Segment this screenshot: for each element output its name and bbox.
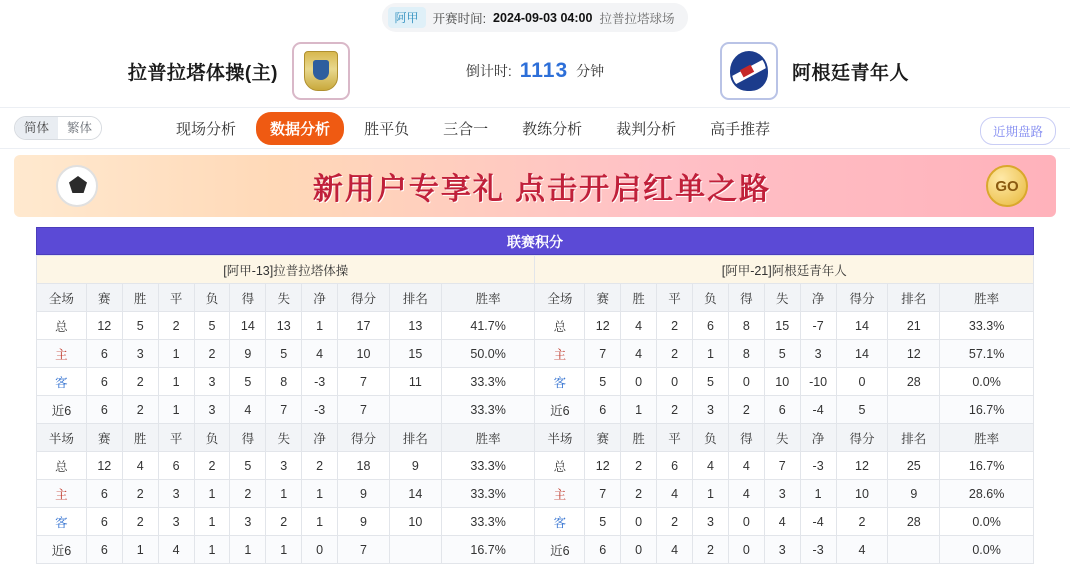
col-points-half-away: 得分 [836, 424, 888, 452]
tab-referee-analysis[interactable]: 裁判分析 [616, 120, 677, 138]
cell: 12 [585, 452, 621, 480]
cell: 33.3% [441, 452, 535, 480]
row-label: 近6 [535, 536, 585, 564]
tab-win-draw-loss[interactable]: 胜平负 [364, 120, 410, 138]
cell: 1 [158, 396, 194, 424]
home-team-table-header: [阿甲-13]拉普拉塔体操 [37, 256, 535, 284]
cell: 7 [764, 452, 800, 480]
cell: 2 [266, 508, 302, 536]
cell: 7 [266, 396, 302, 424]
cell: 16.7% [441, 536, 535, 564]
cell: 9 [230, 340, 266, 368]
cell: 28.6% [940, 480, 1034, 508]
cell: 33.3% [940, 312, 1034, 340]
col-goals-for-half-home: 得 [230, 424, 266, 452]
cell: 1 [194, 480, 230, 508]
col-goal-diff-half-home: 净 [302, 424, 338, 452]
cell: 2 [657, 508, 693, 536]
cell: 2 [158, 312, 194, 340]
col-scope-full-home: 全场 [37, 284, 87, 312]
cell: 5 [230, 368, 266, 396]
cell: 1 [122, 536, 158, 564]
cell: 1 [158, 340, 194, 368]
cell: 13 [389, 312, 441, 340]
cell: -3 [302, 368, 338, 396]
col-loss-half-away: 负 [692, 424, 728, 452]
cell: 7 [338, 536, 390, 564]
table-row [37, 536, 1034, 564]
cell: 33.3% [441, 480, 535, 508]
cell: -10 [800, 368, 836, 396]
cell: -4 [800, 396, 836, 424]
row-label: 近6 [37, 396, 87, 424]
col-rank-home: 排名 [389, 284, 441, 312]
cell: 5 [836, 396, 888, 424]
col-win-home: 胜 [122, 284, 158, 312]
cell: 12 [86, 452, 122, 480]
col-loss-away: 负 [692, 284, 728, 312]
cell: 15 [764, 312, 800, 340]
team-headers-row [37, 256, 1034, 284]
cell: 14 [836, 312, 888, 340]
cell: 8 [728, 312, 764, 340]
col-draw-home: 平 [158, 284, 194, 312]
cell: 4 [122, 452, 158, 480]
cell: 4 [836, 536, 888, 564]
col-draw-away: 平 [657, 284, 693, 312]
table-row [37, 368, 1034, 396]
cell: 7 [338, 396, 390, 424]
main-nav [0, 107, 1070, 149]
row-label: 总 [535, 452, 585, 480]
cell: 2 [728, 396, 764, 424]
col-scope-half-away: 半场 [535, 424, 585, 452]
row-label: 客 [535, 508, 585, 536]
cell: 6 [158, 452, 194, 480]
countdown-label: 倒计时: [465, 63, 512, 79]
promo-go-button[interactable]: GO [986, 165, 1028, 207]
cell: 6 [86, 536, 122, 564]
cell: 10 [389, 508, 441, 536]
col-goals-against-half-away: 失 [764, 424, 800, 452]
cell [389, 536, 441, 564]
tab-data-analysis[interactable]: 数据分析 [256, 112, 344, 145]
cell: 12 [86, 312, 122, 340]
col-win-away: 胜 [621, 284, 657, 312]
cell: 14 [389, 480, 441, 508]
football-icon [56, 165, 98, 207]
row-label: 近6 [535, 396, 585, 424]
match-info-bar [0, 0, 1070, 35]
promo-banner-text: 新用户专享礼 点击开启红单之路 [312, 173, 772, 206]
cell: 1 [800, 480, 836, 508]
col-rank-half-home: 排名 [389, 424, 441, 452]
tab-coach-analysis[interactable]: 教练分析 [522, 120, 583, 138]
gymnasia-crest-icon [292, 42, 350, 100]
cell: 57.1% [940, 340, 1034, 368]
col-goal-diff-home: 净 [302, 284, 338, 312]
col-loss-half-home: 负 [194, 424, 230, 452]
cell: 0.0% [940, 368, 1034, 396]
cell: 1 [266, 480, 302, 508]
cell: 21 [888, 312, 940, 340]
cell: 8 [728, 340, 764, 368]
cell: 12 [888, 340, 940, 368]
cell: 4 [728, 480, 764, 508]
cell: 0 [728, 368, 764, 396]
away-team-name: 阿根廷青年人 [792, 62, 910, 84]
cell: 6 [692, 312, 728, 340]
col-goal-diff-half-away: 净 [800, 424, 836, 452]
cell: 2 [194, 340, 230, 368]
col-goals-against-half-home: 失 [266, 424, 302, 452]
cell: 50.0% [441, 340, 535, 368]
cell: 3 [122, 340, 158, 368]
cell: 8 [266, 368, 302, 396]
argentinos-juniors-crest-icon [720, 42, 778, 100]
lang-simplified-option[interactable]: 简体 [15, 117, 58, 139]
row-label: 客 [37, 508, 87, 536]
nav-items [162, 112, 784, 145]
cell: 4 [657, 480, 693, 508]
cell: -3 [800, 536, 836, 564]
cell: 15 [389, 340, 441, 368]
cell: 9 [338, 480, 390, 508]
home-team-name: 拉普拉塔体操(主) [127, 62, 278, 84]
col-points-half-home: 得分 [338, 424, 390, 452]
cell [389, 396, 441, 424]
row-label: 主 [37, 480, 87, 508]
cell: 25 [888, 452, 940, 480]
row-label: 主 [535, 340, 585, 368]
promo-banner[interactable] [14, 155, 1056, 217]
league-standings-table [36, 255, 1034, 564]
cell: -4 [800, 508, 836, 536]
table-row [37, 340, 1034, 368]
cell: -7 [800, 312, 836, 340]
col-played-half-home: 赛 [86, 424, 122, 452]
cell: 1 [302, 508, 338, 536]
col-rank-half-away: 排名 [888, 424, 940, 452]
home-team-block[interactable] [20, 42, 350, 100]
countdown-block [350, 59, 720, 83]
col-winrate-half-away: 胜率 [940, 424, 1034, 452]
cell: 4 [728, 452, 764, 480]
cell: 33.3% [441, 508, 535, 536]
cell: 6 [86, 508, 122, 536]
cell: 1 [621, 396, 657, 424]
col-draw-half-home: 平 [158, 424, 194, 452]
stadium-name: 拉普拉塔球场 [599, 11, 675, 26]
cell: 12 [836, 452, 888, 480]
cell: 0 [621, 536, 657, 564]
cell: 33.3% [441, 368, 535, 396]
cell: 33.3% [441, 396, 535, 424]
cell: 0 [728, 536, 764, 564]
cell: 10 [764, 368, 800, 396]
cell: 0.0% [940, 508, 1034, 536]
cell: -3 [800, 452, 836, 480]
col-goals-for-half-away: 得 [728, 424, 764, 452]
row-label: 主 [535, 480, 585, 508]
cell: 6 [86, 340, 122, 368]
table-row [37, 452, 1034, 480]
cell: 2 [302, 452, 338, 480]
cell: 7 [585, 480, 621, 508]
row-label: 总 [535, 312, 585, 340]
cell: 1 [266, 536, 302, 564]
cell: 9 [888, 480, 940, 508]
tab-three-in-one[interactable]: 三合一 [443, 120, 489, 138]
cell: 3 [266, 452, 302, 480]
table-row [37, 480, 1034, 508]
cell: 2 [657, 396, 693, 424]
row-label: 总 [37, 312, 87, 340]
cell: 4 [302, 340, 338, 368]
cell: 3 [692, 508, 728, 536]
cell: 2 [657, 340, 693, 368]
col-goals-for-home: 得 [230, 284, 266, 312]
col-win-half-away: 胜 [621, 424, 657, 452]
col-draw-half-away: 平 [657, 424, 693, 452]
half-time-header-row [37, 424, 1034, 452]
cell: 4 [657, 536, 693, 564]
cell: 5 [266, 340, 302, 368]
cell: 6 [86, 368, 122, 396]
row-label: 客 [535, 368, 585, 396]
cell: 2 [836, 508, 888, 536]
cell: 2 [122, 368, 158, 396]
cell: 18 [338, 452, 390, 480]
cell: 4 [764, 508, 800, 536]
cell: 5 [764, 340, 800, 368]
table-row [37, 312, 1034, 340]
cell: 2 [194, 452, 230, 480]
cell: 28 [888, 368, 940, 396]
cell: 4 [230, 396, 266, 424]
cell: 13 [266, 312, 302, 340]
cell: 17 [338, 312, 390, 340]
cell: 5 [585, 508, 621, 536]
row-label: 主 [37, 340, 87, 368]
cell: 0 [657, 368, 693, 396]
col-points-away: 得分 [836, 284, 888, 312]
cell: 5 [230, 452, 266, 480]
teams-row [0, 35, 1070, 107]
recent-odds-road-button[interactable]: 近期盘路 [980, 117, 1056, 145]
cell: 0 [302, 536, 338, 564]
league-standings-title: 联赛积分 [36, 227, 1034, 255]
cell: 16.7% [940, 452, 1034, 480]
cell: 2 [621, 452, 657, 480]
language-toggle[interactable] [14, 116, 102, 140]
cell: 3 [800, 340, 836, 368]
league-tag: 阿甲 [388, 7, 426, 28]
full-time-header-row [37, 284, 1034, 312]
cell: 4 [158, 536, 194, 564]
cell: 7 [585, 340, 621, 368]
col-points-home: 得分 [338, 284, 390, 312]
col-played-home: 赛 [86, 284, 122, 312]
match-info-pill [382, 3, 689, 32]
cell: 3 [764, 480, 800, 508]
cell: 3 [194, 368, 230, 396]
cell: 9 [338, 508, 390, 536]
col-goals-for-away: 得 [728, 284, 764, 312]
countdown-value: 1113 [519, 59, 569, 82]
cell: 1 [230, 536, 266, 564]
col-goal-diff-away: 净 [800, 284, 836, 312]
cell: 10 [338, 340, 390, 368]
table-row [37, 508, 1034, 536]
cell: 14 [836, 340, 888, 368]
cell: 28 [888, 508, 940, 536]
cell: 1 [692, 340, 728, 368]
cell: 0.0% [940, 536, 1034, 564]
cell: 6 [657, 452, 693, 480]
col-scope-full-away: 全场 [535, 284, 585, 312]
cell: 6 [86, 396, 122, 424]
cell: 5 [692, 368, 728, 396]
row-label: 近6 [37, 536, 87, 564]
cell: 2 [657, 312, 693, 340]
cell: 3 [158, 480, 194, 508]
standings-body [37, 256, 1034, 564]
cell: 6 [585, 396, 621, 424]
cell: 5 [585, 368, 621, 396]
cell: 6 [585, 536, 621, 564]
cell: 9 [389, 452, 441, 480]
tab-live-analysis[interactable]: 现场分析 [176, 120, 237, 138]
cell: 16.7% [940, 396, 1034, 424]
cell: 1 [692, 480, 728, 508]
col-played-half-away: 赛 [585, 424, 621, 452]
cell: 3 [230, 508, 266, 536]
cell: 7 [338, 368, 390, 396]
cell [888, 536, 940, 564]
cell: 4 [692, 452, 728, 480]
cell: -3 [302, 396, 338, 424]
col-scope-half-home: 半场 [37, 424, 87, 452]
cell: 0 [728, 508, 764, 536]
row-label: 客 [37, 368, 87, 396]
col-loss-home: 负 [194, 284, 230, 312]
cell: 1 [194, 536, 230, 564]
cell [888, 396, 940, 424]
cell: 1 [302, 312, 338, 340]
cell: 4 [621, 340, 657, 368]
cell: 2 [621, 480, 657, 508]
col-goals-against-away: 失 [764, 284, 800, 312]
cell: 2 [122, 508, 158, 536]
cell: 5 [122, 312, 158, 340]
cell: 3 [194, 396, 230, 424]
cell: 1 [158, 368, 194, 396]
league-standings-section [36, 227, 1034, 564]
cell: 0 [836, 368, 888, 396]
cell: 14 [230, 312, 266, 340]
col-played-away: 赛 [585, 284, 621, 312]
cell: 5 [194, 312, 230, 340]
cell: 6 [86, 480, 122, 508]
cell: 12 [585, 312, 621, 340]
countdown-unit: 分钟 [576, 63, 605, 79]
cell: 6 [764, 396, 800, 424]
col-rank-away: 排名 [888, 284, 940, 312]
col-winrate-away: 胜率 [940, 284, 1034, 312]
col-winrate-home: 胜率 [441, 284, 535, 312]
cell: 2 [692, 536, 728, 564]
cell: 41.7% [441, 312, 535, 340]
cell: 2 [230, 480, 266, 508]
kickoff-label: 开赛时间: [432, 11, 487, 26]
col-winrate-half-home: 胜率 [441, 424, 535, 452]
cell: 1 [302, 480, 338, 508]
cell: 11 [389, 368, 441, 396]
cell: 0 [621, 368, 657, 396]
cell: 3 [764, 536, 800, 564]
cell: 3 [158, 508, 194, 536]
kickoff-time: 2024-09-03 04:00 [493, 10, 593, 25]
cell: 4 [621, 312, 657, 340]
col-goals-against-home: 失 [266, 284, 302, 312]
cell: 0 [621, 508, 657, 536]
table-row [37, 396, 1034, 424]
away-team-block[interactable] [720, 42, 1050, 100]
row-label: 总 [37, 452, 87, 480]
cell: 2 [122, 396, 158, 424]
cell: 10 [836, 480, 888, 508]
cell: 3 [692, 396, 728, 424]
cell: 2 [122, 480, 158, 508]
lang-traditional-option[interactable]: 繁体 [58, 117, 101, 139]
tab-expert-picks[interactable]: 高手推荐 [710, 120, 771, 138]
cell: 1 [194, 508, 230, 536]
col-win-half-home: 胜 [122, 424, 158, 452]
away-team-table-header: [阿甲-21]阿根廷青年人 [535, 256, 1034, 284]
